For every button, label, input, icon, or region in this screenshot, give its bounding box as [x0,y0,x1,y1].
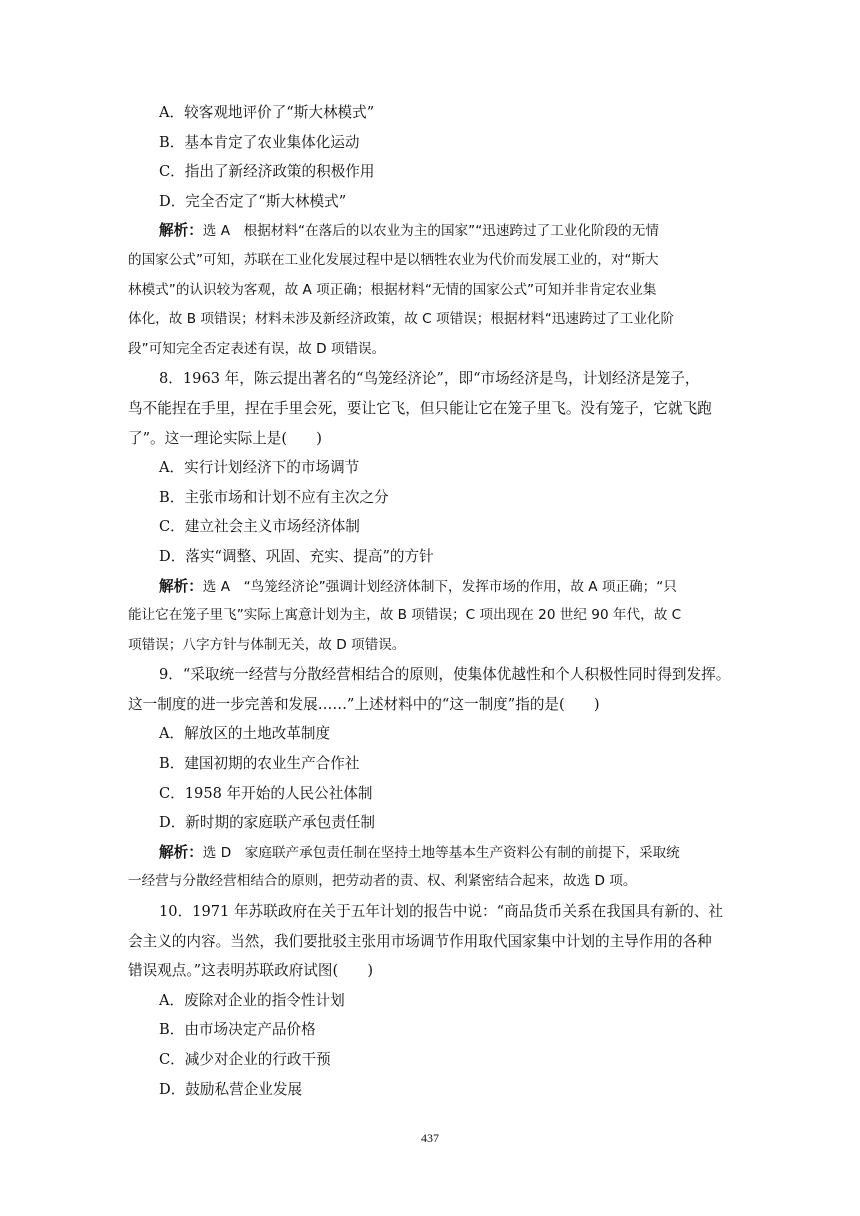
analysis-text: 选 A 根据材料“在落后的以农业为主的国家”“迅速跨过了工业化阶段的无情 [202,223,659,240]
question-8-stem: 8．1963 年，陈云提出著名的“鸟笼经济论”，即“市场经济是鸟，计划经济是笼子， [159,370,700,388]
question-8-stem-line: 了”。这一理论实际上是( ) [128,429,322,447]
option-b: B．基本肯定了农业集体化运动 [159,133,360,151]
page-content [128,98,732,1104]
question-10-stem: 10．1971 年苏联政府在关于五年计划的报告中说：“商品货币关系在我国具有新的、社 [159,903,724,921]
question-10-option-a: A．废除对企业的指令性计划 [159,991,345,1009]
analysis-text: 选 A “鸟笼经济论”强调计划经济体制下，发挥市场的作用，故 A 项正确；“只 [202,578,677,595]
analysis-line: 段”可知完全否定表述有误，故 D 项错误。 [128,340,386,357]
question-8-option-a: A．实行计划经济下的市场调节 [159,459,360,477]
question-8-analysis [128,572,732,602]
analysis-line: 项错误；八字方针与体制无关，故 D 项错误。 [128,636,406,653]
question-8-option-b: B．主张市场和计划不应有主次之分 [159,488,389,506]
option-a: A．较客观地评价了“斯大林模式” [159,104,375,121]
question-9-option-c: C．1958 年开始的人民公社体制 [159,784,373,802]
question-10-option-d: D．鼓励私营企业发展 [159,1080,303,1098]
question-8-option-d: D．落实“调整、巩固、充实、提高”的方针 [159,547,434,565]
question-10-stem-line: 错误观点。”这表明苏联政府试图( ) [128,962,374,980]
question-9-option-b: B．建国初期的农业生产合作社 [159,755,360,773]
question-10-option-b: B．由市场决定产品价格 [159,1021,316,1039]
analysis-text: 选 D 家庭联产承包责任制在坚持土地等基本生产资料公有制的前提下，采取统 [202,844,680,861]
question-8-option-c: C．建立社会主义市场经济体制 [159,518,360,536]
analysis-first-line [128,216,732,246]
question-9-option-d: D．新时期的家庭联产承包责任制 [159,814,376,832]
question-10-stem-line: 会主义的内容。当然，我们要批驳主张用市场调节作用取代国家集中计划的主导作用的各种 [128,932,712,950]
analysis-line: 的国家公式”可知，苏联在工业化发展过程中是以牺牲农业为代价而发展工业的，对“斯大 [128,251,659,268]
question-10-option-c: C．减少对企业的行政干预 [159,1051,331,1068]
question-8-stem-line: 鸟不能捏在手里，捏在手里会死，要让它飞，但只能让它在笼子里飞。没有笼子，它就飞跑 [128,399,712,417]
option-c: C．指出了新经济政策的积极作用 [159,163,375,181]
question-9-option-a: A．解放区的土地改革制度 [159,725,331,743]
analysis-line: 林模式”的认识较为客观，故 A 项正确；根据材料“无情的国家公式”可知并非肯定农业集 [128,281,657,298]
analysis-line: 体化，故 B 项错误；材料未涉及新经济政策，故 C 项错误；根据材料“迅速跨过了工业化阶 [128,311,675,328]
question-9-stem: 9．“采取统一经营与分散经营相结合的原则，使集体优越性和个人积极性同时得到发挥。 [159,666,731,684]
analysis-line: 能让它在笼子里飞”实际上寓意计划为主，故 B 项错误；C 项出现在 20 世纪 90 年代，故 C [128,607,682,624]
question-9-stem-line: 这一制度的进一步完善和发展……”上述材料中的“这一制度”指的是( ) [128,695,600,713]
analysis-label: 解析： [159,843,203,861]
question-9-analysis [128,838,732,868]
page-number: 437 [421,1131,439,1145]
analysis-line: 一经营与分散经营相结合的原则，把劳动者的责、权、利紧密结合起来，故选 D 项。 [128,873,637,890]
option-d: D．完全否定了“斯大林模式” [159,192,347,210]
analysis-label: 解析： [159,577,203,595]
analysis-label: 解析： [159,222,203,240]
